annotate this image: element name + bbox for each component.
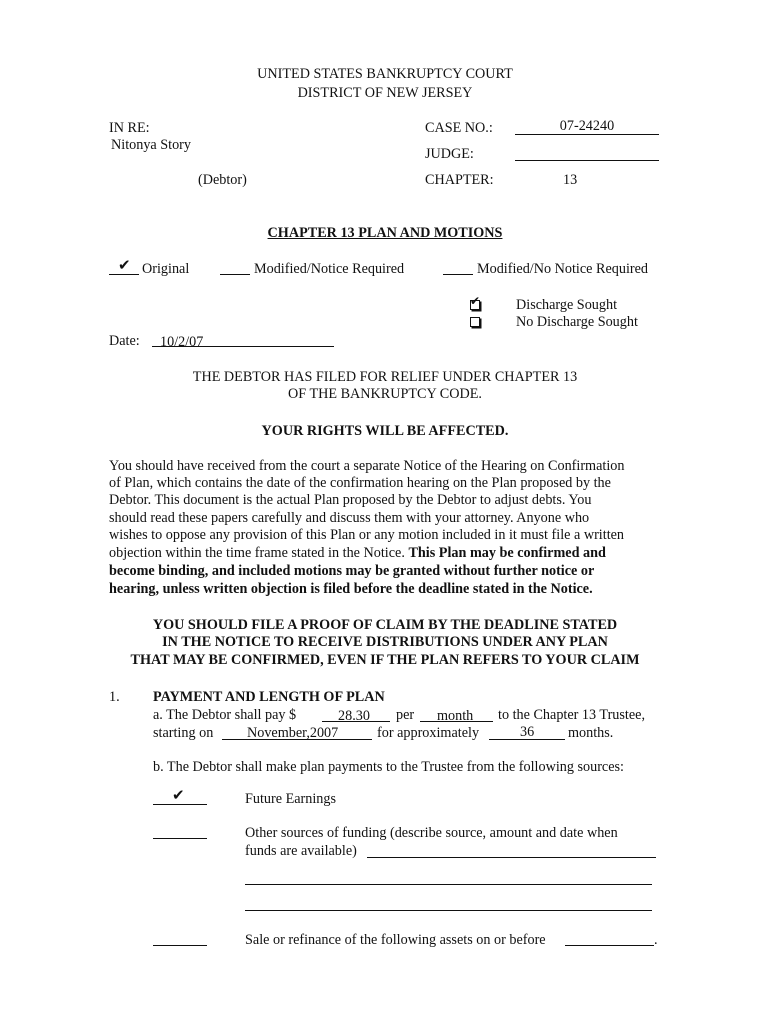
body-bold-line-1: become binding, and included motions may be granted without further notice or (109, 563, 595, 579)
months-value: 36 (520, 724, 535, 740)
proof-claim-line-2: IN THE NOTICE TO RECEIVE DISTRIBUTIONS UNDER ANY PLAN (162, 634, 608, 650)
date-value: 10/2/07 (160, 334, 204, 350)
body-line-5: wishes to oppose any provision of this Plan or any motion included in it must file a written (109, 527, 625, 543)
sale-refinance-period: . (654, 932, 658, 948)
proof-claim-line-3: THAT MAY BE CONFIRMED, EVEN IF THE PLAN REFERS TO YOUR CLAIM (130, 652, 640, 668)
discharge-sought-check-icon: ✔ (470, 294, 481, 308)
future-earnings-line (153, 804, 207, 805)
judge-line (515, 160, 659, 161)
original-check-icon: ✔ (118, 256, 131, 274)
no-discharge-checkbox (470, 317, 480, 327)
plan-title: CHAPTER 13 PLAN AND MOTIONS (267, 225, 503, 241)
modified-no-notice-label: Modified/No Notice Required (477, 261, 648, 277)
other-sources-extra-line-1 (245, 884, 652, 885)
in-re-label: IN RE: (109, 120, 150, 136)
body-line-6-normal: objection within the time frame stated in the Notice. (109, 545, 409, 561)
body-line-1: You should have received from the court a separate Notice of the Hearing on Confirmation (109, 458, 625, 474)
body-line-3: Debtor. This document is the actual Plan proposed by the Debtor to adjust debts. You (109, 492, 592, 508)
section-1-number: 1. (109, 689, 120, 705)
other-sources-line-1: Other sources of funding (describe source, amount and date when (245, 825, 618, 841)
case-no-value: 07-24240 (559, 118, 615, 134)
payment-period: month (437, 708, 474, 724)
notice-line-2: OF THE BANKRUPTCY CODE. (288, 386, 482, 402)
date-label: Date: (109, 333, 140, 349)
other-sources-line-2: funds are available) (245, 843, 357, 859)
sale-refinance-text: Sale or refinance of the following assets on or before (245, 932, 546, 948)
start-date: November,2007 (247, 725, 339, 741)
months-label: months. (568, 725, 614, 741)
original-label: Original (142, 261, 190, 277)
debtor-name: Nitonya Story (111, 137, 191, 153)
modified-notice-label: Modified/Notice Required (254, 261, 405, 277)
chapter-value: 13 (563, 172, 578, 188)
future-earnings-label: Future Earnings (245, 791, 337, 807)
court-district: DISTRICT OF NEW JERSEY (297, 85, 473, 101)
chapter-label: CHAPTER: (425, 172, 494, 188)
rights-affected: YOUR RIGHTS WILL BE AFFECTED. (261, 423, 509, 439)
payment-b-text: b. The Debtor shall make plan payments to the Trustee from the following sources: (153, 759, 624, 775)
other-sources-fill-line (367, 857, 656, 858)
judge-label: JUDGE: (425, 146, 474, 162)
modified-no-notice-line (443, 274, 473, 275)
payment-a-prefix: a. The Debtor shall pay $ (153, 707, 297, 723)
approx-label: for approximately (377, 725, 480, 741)
original-line (109, 274, 139, 275)
court-name: UNITED STATES BANKRUPTCY COURT (257, 66, 513, 82)
no-discharge-label: No Discharge Sought (516, 314, 638, 330)
starting-label: starting on (153, 725, 214, 741)
section-1-heading: PAYMENT AND LENGTH OF PLAN (153, 689, 385, 705)
body-line-4: should read these papers carefully and discuss them with your attorney. Anyone who (109, 510, 590, 526)
to-trustee-text: to the Chapter 13 Trustee, (498, 707, 645, 723)
case-no-label: CASE NO.: (425, 120, 493, 136)
notice-line-1: THE DEBTOR HAS FILED FOR RELIEF UNDER CHAPTER 13 (192, 369, 578, 385)
modified-notice-line (220, 274, 250, 275)
proof-claim-line-1: YOU SHOULD FILE A PROOF OF CLAIM BY THE DEADLINE STATED (152, 617, 618, 633)
sale-refinance-date-line (565, 945, 654, 946)
other-sources-extra-line-2 (245, 910, 652, 911)
body-bold-line-2: hearing, unless written objection is filed before the deadline stated in the Notice. (109, 581, 593, 597)
future-earnings-check-icon: ✔ (172, 786, 185, 804)
body-line-6 (109, 545, 606, 562)
body-line-6-bold: This Plan may be confirmed and (408, 545, 606, 561)
body-line-2: of Plan, which contains the date of the confirmation hearing on the Plan proposed by the (109, 475, 611, 491)
debtor-label: (Debtor) (198, 172, 247, 188)
discharge-sought-label: Discharge Sought (516, 297, 618, 313)
sale-refinance-line (153, 945, 207, 946)
per-label: per (396, 707, 415, 723)
payment-amount: 28.30 (338, 708, 370, 724)
other-sources-line (153, 838, 207, 839)
